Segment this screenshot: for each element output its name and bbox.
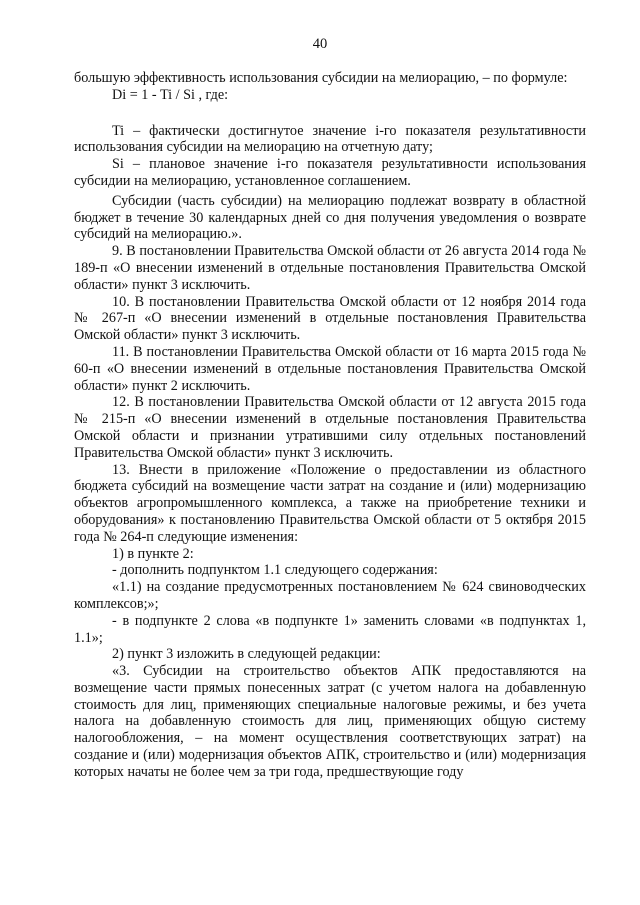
paragraph-subitem-2: 2) пункт 3 изложить в следующей редакции:	[112, 646, 381, 663]
paragraph-si-definition: Si – плановое значение i-го показателя результативности использования субсидии на мелиорацию, установленное соглашением.	[74, 156, 586, 189]
paragraph-item-12: 12. В постановлении Правительства Омской области от 12 августа 2015 года № 215-п «О внесении изменений в отдельные постановления Правительства Омской области и признании утратившими силу отдельных постановлений Правительства Омской области» пункт 3 исключить.	[74, 394, 586, 461]
paragraph-continuation: большую эффективность использования субсидии на мелиорацию, – по формуле:	[74, 70, 568, 86]
paragraph-replace-words: - в подпункте 2 слова «в подпункте 1» заменить словами «в подпунктах 1, 1.1»;	[74, 612, 586, 646]
paragraph-quote-1-1: «1.1) на создание предусмотренных постановлением № 624 свиноводческих комплексов;»;	[74, 579, 586, 612]
paragraph-item-9: 9. В постановлении Правительства Омской области от 26 августа 2014 года № 189-п «О внесении изменений в отдельные постановления Правительства Омской области» пункт 3 исключить.	[74, 243, 586, 293]
paragraph-item-13: 13. Внести в приложение «Положение о предоставлении из областного бюджета субсидий на возмещение части затрат на создание и (или) модернизацию объектов агропромышленного комплекса, а также на приобретение техники и оборудования» к постановлению Правительства Омской области от 5 октября 2015 года № 264-п следующие изменения:	[74, 461, 586, 545]
paragraph-ti-definition: Ti – фактически достигнутое значение i-го показателя результативности использования субсидии на мелиорацию на отчетную дату;	[74, 122, 586, 156]
page-number: 40	[312, 36, 328, 52]
paragraph-item-11: 11. В постановлении Правительства Омской области от 16 марта 2015 года № 60-п «О внесении изменений в отдельные постановления Правительства Омской области» пункт 2 исключить.	[74, 343, 586, 394]
document-body	[74, 70, 586, 781]
paragraph-item-10: 10. В постановлении Правительства Омской области от 12 ноября 2014 года № 267-п «О внесении изменений в отдельные постановления Правительства Омской области» пункт 3 исключить.	[74, 293, 586, 344]
paragraph-quote-3: «3. Субсидии на строительство объектов АПК предоставляются на возмещение части прямых понесенных затрат (с учетом налога на добавленную стоимость для лиц, применяющих специальные налоговые режимы, и без учета налога на добавленную стоимость для лиц, применяющих общую систему налогообложения, – на момент осуществления соответствующих затрат) на создание и (или) модернизация объектов АПК, строительство и (или) модернизация которых начаты не более чем за три года, предшествующие году	[74, 663, 586, 780]
paragraph-subsidy-return: Субсидии (часть субсидии) на мелиорацию подлежат возврату в областной бюджет в течение 30 календарных дней со дня получения уведомления о возврате субсидий на мелиорацию.».	[74, 192, 586, 243]
formula: Di = 1 - Ti / Si , где:	[112, 86, 229, 103]
paragraph-add-subpoint: - дополнить подпунктом 1.1 следующего содержания:	[112, 562, 438, 579]
paragraph-subitem-1: 1) в пункте 2:	[112, 545, 194, 562]
